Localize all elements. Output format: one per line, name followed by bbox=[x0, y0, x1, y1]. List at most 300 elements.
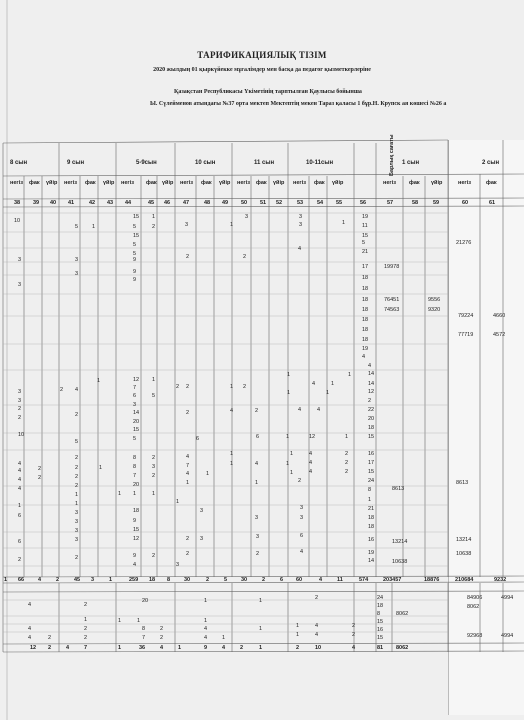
column-subheader: үйір bbox=[332, 180, 344, 186]
total-cell: 45 bbox=[74, 577, 81, 583]
total-cell: 1 bbox=[259, 645, 263, 651]
table-cell: 4 bbox=[309, 460, 313, 466]
table-cell: 4 bbox=[18, 486, 22, 492]
table-cell: 17 bbox=[368, 460, 375, 466]
table-cell: 1 bbox=[206, 471, 210, 477]
total-cell: 3 bbox=[91, 577, 95, 583]
table-cell: 3 bbox=[18, 282, 22, 288]
table-cell: 92968 bbox=[467, 633, 483, 639]
table-cell: 8062 bbox=[396, 611, 409, 617]
table-cell: 1 bbox=[326, 390, 330, 396]
table-cell: 3 bbox=[75, 510, 79, 516]
table-cell: 18 bbox=[362, 307, 369, 313]
table-cell: 1 bbox=[345, 434, 349, 440]
table-cell: 4 bbox=[309, 469, 313, 475]
table-cell: 1 bbox=[186, 480, 190, 486]
total-cell: 9232 bbox=[494, 577, 507, 583]
column-number: 45 bbox=[148, 200, 155, 206]
table-cell: 1 bbox=[75, 492, 79, 498]
table-cell: 1 bbox=[230, 222, 234, 228]
table-cell: 2 bbox=[152, 473, 156, 479]
table-cell: 7 bbox=[186, 463, 190, 469]
table-cell: 3 bbox=[18, 398, 22, 404]
total-cell: 1 bbox=[109, 577, 113, 583]
table-cell: 18 bbox=[362, 337, 369, 343]
column-subheader: негіз bbox=[180, 180, 193, 186]
column-number: 49 bbox=[222, 200, 229, 206]
table-cell: 79224 bbox=[458, 313, 474, 319]
table-cell: 2 bbox=[18, 406, 22, 412]
total-cell: 18 bbox=[149, 577, 156, 583]
total-cell: 2 bbox=[56, 577, 60, 583]
table-cell: 3 bbox=[152, 464, 156, 470]
column-number: 43 bbox=[107, 200, 114, 206]
table-cell: 1 bbox=[286, 434, 290, 440]
table-cell: 18 bbox=[362, 286, 369, 292]
table-cell: 1 bbox=[342, 220, 346, 226]
table-cell: 5 bbox=[152, 393, 156, 399]
table-cell: 9556 bbox=[428, 297, 441, 303]
table-cell: 4 bbox=[255, 461, 259, 467]
table-cell: 21 bbox=[362, 249, 369, 255]
table-cell: 4 bbox=[28, 626, 32, 632]
table-cell: 4 bbox=[204, 626, 208, 632]
table-cell: 18 bbox=[368, 425, 375, 431]
table-cell: 1 bbox=[176, 499, 180, 505]
total-cell: 8062 bbox=[396, 645, 409, 651]
table-cell: 8 bbox=[133, 455, 137, 461]
table-cell: 2 bbox=[186, 536, 190, 542]
column-subheader: үйір bbox=[273, 180, 285, 186]
table-cell: 18 bbox=[368, 524, 375, 530]
table-cell: 9 bbox=[133, 277, 137, 283]
table-cell: 4 bbox=[309, 451, 313, 457]
table-cell: 1 bbox=[230, 384, 234, 390]
table-cell: 2 bbox=[186, 254, 190, 260]
class-group-header: 10 сын bbox=[195, 160, 216, 166]
column-number: 55 bbox=[336, 200, 343, 206]
table-cell: 5 bbox=[133, 436, 137, 442]
column-number: 48 bbox=[204, 200, 211, 206]
table-cell: 3 bbox=[75, 537, 79, 543]
table-cell: 15 bbox=[133, 214, 140, 220]
table-cell: 1 bbox=[97, 378, 101, 384]
table-cell: 1 bbox=[99, 465, 103, 471]
table-cell: 3 bbox=[299, 222, 303, 228]
column-number: 51 bbox=[260, 200, 267, 206]
table-cell: 2 bbox=[176, 384, 180, 390]
table-cell: 3 bbox=[18, 389, 22, 395]
total-cell: 574 bbox=[359, 577, 369, 583]
table-cell: 4 bbox=[298, 407, 302, 413]
table-cell: 4 bbox=[362, 354, 366, 360]
table-cell: 3 bbox=[176, 562, 180, 568]
table-cell: 16 bbox=[377, 627, 384, 633]
table-cell: 3 bbox=[133, 402, 137, 408]
table-cell: 5 bbox=[75, 439, 79, 445]
table-cell: 84906 bbox=[467, 595, 483, 601]
total-cell: 2 bbox=[48, 645, 52, 651]
table-cell: 5 bbox=[133, 224, 137, 230]
class-group-header: 1 сын bbox=[402, 160, 420, 166]
table-cell: 18 bbox=[368, 515, 375, 521]
column-number: 57 bbox=[387, 200, 394, 206]
document-subtitle: 2020 жылдың 01 қыркүйекке мұғалімдер мен басқа да педагог қызметкерлеріне bbox=[153, 67, 371, 73]
table-cell: 2 bbox=[152, 553, 156, 559]
table-cell: 8 bbox=[377, 611, 381, 617]
table-cell: 1 bbox=[118, 618, 122, 624]
table-cell: 3 bbox=[245, 214, 249, 220]
total-cell: 5 bbox=[224, 577, 228, 583]
table-cell: 2 bbox=[48, 635, 52, 641]
table-cell: 24 bbox=[368, 478, 375, 484]
table-cell: 1 bbox=[152, 491, 156, 497]
table-cell: 5 bbox=[133, 242, 137, 248]
total-cell: 7 bbox=[84, 645, 88, 651]
total-cell: 1 bbox=[118, 645, 122, 651]
table-cell: 4 bbox=[18, 461, 22, 467]
table-cell: 1 bbox=[152, 377, 156, 383]
table-cell: 3 bbox=[200, 508, 204, 514]
table-cell: 8613 bbox=[456, 480, 469, 486]
table-cell: 1 bbox=[255, 480, 259, 486]
table-cell: 2 bbox=[152, 455, 156, 461]
column-subheader: фак bbox=[314, 180, 325, 186]
table-cell: 13214 bbox=[456, 537, 472, 543]
table-cell: 4994 bbox=[501, 633, 514, 639]
table-cell: 2 bbox=[186, 410, 190, 416]
table-cell: 15 bbox=[133, 527, 140, 533]
table-cell: 6 bbox=[18, 539, 22, 545]
table-cell: 2 bbox=[255, 408, 259, 414]
total-cell: 2 bbox=[262, 577, 266, 583]
table-cell: 15 bbox=[133, 427, 140, 433]
column-subheader: негіз bbox=[293, 180, 306, 186]
total-cell: 9 bbox=[204, 645, 208, 651]
table-cell: 1 bbox=[137, 618, 141, 624]
column-subheader: негіз bbox=[237, 180, 250, 186]
column-number: 54 bbox=[317, 200, 324, 206]
table-cell: 2 bbox=[352, 623, 356, 629]
table-cell: 2 bbox=[60, 387, 64, 393]
table-cell: 1 bbox=[18, 503, 22, 509]
table-cell: 18 bbox=[362, 327, 369, 333]
table-cell: 12 bbox=[133, 536, 140, 542]
table-cell: 15 bbox=[377, 619, 384, 625]
class-group-header: 9 сын bbox=[67, 160, 85, 166]
table-cell: 1 bbox=[259, 626, 263, 632]
total-cell: 8 bbox=[167, 577, 171, 583]
table-cell: 15 bbox=[377, 635, 384, 641]
total-cell: 81 bbox=[377, 645, 384, 651]
table-cell: 14 bbox=[368, 558, 375, 564]
table-cell: 2 bbox=[160, 626, 164, 632]
column-subheader: фак bbox=[85, 180, 96, 186]
column-number: 47 bbox=[183, 200, 190, 206]
table-cell: 1 bbox=[348, 372, 352, 378]
table-cell: 7 bbox=[142, 635, 146, 641]
table-cell: 2 bbox=[84, 635, 88, 641]
table-cell: 19 bbox=[362, 346, 369, 352]
class-group-header: 2 сын bbox=[482, 160, 500, 166]
table-cell: 24 bbox=[377, 595, 384, 601]
table-cell: 8613 bbox=[392, 486, 405, 492]
column-number: 58 bbox=[412, 200, 419, 206]
table-cell: 3 bbox=[75, 257, 79, 263]
table-cell: 15 bbox=[362, 233, 369, 239]
table-cell: 4 bbox=[204, 635, 208, 641]
table-cell: 2 bbox=[75, 465, 79, 471]
total-cell: 66 bbox=[18, 577, 25, 583]
column-subheader: негіз bbox=[121, 180, 134, 186]
total-cell: 4 bbox=[160, 645, 164, 651]
table-cell: 1 bbox=[287, 372, 291, 378]
total-cell: 2 bbox=[296, 645, 300, 651]
table-cell: 6 bbox=[256, 434, 260, 440]
total-cell: 36 bbox=[139, 645, 146, 651]
table-cell: 3 bbox=[256, 534, 260, 540]
table-cell: 2 bbox=[18, 557, 22, 563]
table-cell: 1 bbox=[296, 632, 300, 638]
table-cell: 2 bbox=[75, 455, 79, 461]
column-subheader: үйір bbox=[162, 180, 174, 186]
table-cell: 3 bbox=[75, 271, 79, 277]
total-cell: 203457 bbox=[383, 577, 402, 583]
table-cell: 5 bbox=[75, 224, 79, 230]
table-cell: 4572 bbox=[493, 332, 506, 338]
table-cell: 18 bbox=[362, 297, 369, 303]
table-cell: 17 bbox=[362, 264, 369, 270]
total-cell: 1 bbox=[4, 577, 8, 583]
table-cell: 20 bbox=[142, 598, 149, 604]
table-cell: 2 bbox=[315, 595, 319, 601]
table-cell: 4994 bbox=[501, 595, 514, 601]
table-cell: 7 bbox=[133, 385, 137, 391]
column-number: 41 bbox=[68, 200, 75, 206]
table-cell: 1 bbox=[290, 470, 294, 476]
total-cell: 12 bbox=[30, 645, 37, 651]
table-cell: 6 bbox=[300, 533, 304, 539]
table-cell: 4 bbox=[315, 623, 319, 629]
table-cell: 10638 bbox=[392, 559, 408, 565]
table-cell: 3 bbox=[300, 515, 304, 521]
class-group-header: 11 сын bbox=[254, 160, 275, 166]
table-cell: 4 bbox=[298, 246, 302, 252]
table-cell: 2 bbox=[75, 483, 79, 489]
table-cell: 4 bbox=[28, 602, 32, 608]
column-subheader: фак bbox=[146, 180, 157, 186]
total-cell: 11 bbox=[337, 577, 343, 583]
table-cell: 12 bbox=[133, 377, 140, 383]
table-cell: 2 bbox=[38, 475, 42, 481]
table-cell: 4 bbox=[230, 408, 234, 414]
table-cell: 15 bbox=[368, 434, 375, 440]
column-number: 61 bbox=[489, 200, 496, 206]
table-cell: 9320 bbox=[428, 307, 441, 313]
table-cell: 1 bbox=[118, 491, 122, 497]
table-cell: 18 bbox=[133, 508, 140, 514]
table-cell: 3 bbox=[185, 222, 189, 228]
table-cell: 2 bbox=[186, 551, 190, 557]
table-cell: 2 bbox=[18, 415, 22, 421]
table-cell: 16 bbox=[368, 451, 375, 457]
table-cell: 6 bbox=[196, 436, 200, 442]
table-cell: 8062 bbox=[467, 604, 480, 610]
column-number: 53 bbox=[297, 200, 304, 206]
column-subheader: негіз bbox=[10, 180, 23, 186]
total-cell: 2 bbox=[206, 577, 210, 583]
table-cell: 4 bbox=[312, 381, 316, 387]
table-cell: 74563 bbox=[384, 307, 400, 313]
table-cell: 1 bbox=[230, 451, 234, 457]
table-cell: 20 bbox=[368, 416, 375, 422]
table-cell: 2 bbox=[75, 555, 79, 561]
table-cell: 2 bbox=[75, 474, 79, 480]
table-cell: 18 bbox=[362, 317, 369, 323]
table-cell: 4660 bbox=[493, 313, 506, 319]
table-cell: 3 bbox=[300, 505, 304, 511]
table-cell: 14 bbox=[133, 410, 140, 416]
class-group-header: 5-9сын bbox=[136, 160, 157, 166]
table-cell: 2 bbox=[345, 451, 349, 457]
school-address-line: Ы. Сүлейменов атындағы №37 орта мектеп Мектептің мекен Тараз қаласы 1 бұр.Н. Крупск ая көшесі №26 а bbox=[150, 101, 447, 107]
column-subheader: негіз bbox=[458, 180, 471, 186]
column-number: 40 bbox=[50, 200, 57, 206]
column-number: 46 bbox=[164, 200, 171, 206]
table-cell: 3 bbox=[299, 214, 303, 220]
total-cell: 1 bbox=[178, 645, 182, 651]
table-cell: 1 bbox=[204, 618, 208, 624]
column-number: 60 bbox=[462, 200, 469, 206]
table-cell: 19978 bbox=[384, 264, 400, 270]
table-cell: 3 bbox=[18, 257, 22, 263]
column-subheader: үйір bbox=[46, 180, 58, 186]
table-cell: 4 bbox=[75, 387, 79, 393]
table-cell: 2 bbox=[345, 469, 349, 475]
table-cell: 1 bbox=[204, 598, 208, 604]
total-hours-vertical-header: Барлық сағаты bbox=[389, 134, 395, 176]
column-number: 42 bbox=[89, 200, 96, 206]
table-cell: 4 bbox=[28, 635, 32, 641]
column-number: 59 bbox=[433, 200, 440, 206]
table-cell: 10 bbox=[18, 432, 25, 438]
table-cell: 4 bbox=[133, 562, 137, 568]
table-cell: 4 bbox=[300, 549, 304, 555]
column-number: 44 bbox=[125, 200, 132, 206]
column-subheader: үйір bbox=[431, 180, 443, 186]
table-cell: 1 bbox=[92, 224, 96, 230]
total-cell: 2 bbox=[240, 645, 244, 651]
table-cell: 3 bbox=[200, 536, 204, 542]
column-subheader: негіз bbox=[383, 180, 396, 186]
table-cell: 10 bbox=[14, 218, 21, 224]
table-cell: 1 bbox=[222, 635, 226, 641]
table-cell: 7 bbox=[133, 473, 137, 479]
table-cell: 2 bbox=[352, 632, 356, 638]
table-cell: 1 bbox=[152, 214, 156, 220]
table-cell: 6 bbox=[18, 513, 22, 519]
total-cell: 6 bbox=[280, 577, 284, 583]
class-group-header: 10-11сын bbox=[306, 160, 334, 166]
table-cell: 2 bbox=[298, 478, 302, 484]
table-cell: 3 bbox=[75, 519, 79, 525]
column-subheader: фак bbox=[409, 180, 420, 186]
column-subheader: негіз bbox=[64, 180, 77, 186]
table-cell: 5 bbox=[362, 240, 366, 246]
column-number: 38 bbox=[14, 200, 21, 206]
table-cell: 1 bbox=[290, 451, 294, 457]
table-cell: 14 bbox=[368, 381, 375, 387]
table-cell: 1 bbox=[259, 598, 263, 604]
total-cell: 30 bbox=[184, 577, 191, 583]
table-cell: 13214 bbox=[392, 539, 408, 545]
table-cell: 4 bbox=[18, 468, 22, 474]
table-cell: 15 bbox=[368, 469, 375, 475]
table-cell: 4 bbox=[18, 477, 22, 483]
table-cell: 8 bbox=[133, 464, 137, 470]
column-subheader: фак bbox=[201, 180, 212, 186]
column-subheader: фак bbox=[486, 180, 497, 186]
total-cell: 259 bbox=[129, 577, 139, 583]
table-cell: 1 bbox=[133, 491, 137, 497]
table-cell: 5 bbox=[133, 251, 137, 257]
table-cell: 12 bbox=[368, 389, 375, 395]
table-cell: 2 bbox=[84, 626, 88, 632]
table-cell: 8 bbox=[368, 487, 372, 493]
total-cell: 4 bbox=[66, 645, 70, 651]
table-cell: 21276 bbox=[456, 240, 472, 246]
table-cell: 4 bbox=[368, 363, 372, 369]
table-cell: 3 bbox=[255, 515, 259, 521]
table-cell: 14 bbox=[368, 371, 375, 377]
table-cell: 9 bbox=[133, 269, 137, 275]
document-title: ТАРИФИКАЦИЯЛЫҚ ТІЗІМ bbox=[197, 50, 327, 60]
table-cell: 18 bbox=[377, 603, 384, 609]
table-cell: 2 bbox=[38, 466, 42, 472]
table-cell: 1 bbox=[331, 381, 335, 387]
column-subheader: үйір bbox=[219, 180, 231, 186]
table-cell: 1 bbox=[75, 501, 79, 507]
table-cell: 2 bbox=[368, 398, 372, 404]
column-number: 56 bbox=[360, 200, 367, 206]
total-cell: 210684 bbox=[455, 577, 474, 583]
table-cell: 9 bbox=[133, 257, 137, 263]
total-cell: 30 bbox=[241, 577, 248, 583]
table-cell: 15 bbox=[133, 233, 140, 239]
column-number: 39 bbox=[33, 200, 40, 206]
table-cell: 3 bbox=[75, 528, 79, 534]
class-group-header: 8 сын bbox=[10, 160, 28, 166]
table-cell: 21 bbox=[368, 506, 375, 512]
table-cell: 1 bbox=[230, 461, 234, 467]
table-cell: 22 bbox=[368, 407, 375, 413]
table-cell: 6 bbox=[133, 393, 137, 399]
document-basis-line: Қазақстан Республикасы Үкіметінің тарптылған Қаулысы бойынша bbox=[174, 89, 362, 95]
total-cell: 60 bbox=[296, 577, 303, 583]
column-subheader: фак bbox=[256, 180, 267, 186]
table-cell: 1 bbox=[84, 617, 88, 623]
table-cell: 2 bbox=[243, 254, 247, 260]
total-cell: 4 bbox=[222, 645, 226, 651]
table-cell: 1 bbox=[296, 623, 300, 629]
total-cell: 4 bbox=[38, 577, 42, 583]
table-cell: 19 bbox=[362, 214, 369, 220]
total-cell: 10 bbox=[315, 645, 322, 651]
table-cell: 12 bbox=[309, 434, 316, 440]
table-cell: 4 bbox=[317, 407, 321, 413]
table-cell: 8 bbox=[142, 626, 146, 632]
table-cell: 11 bbox=[362, 223, 368, 229]
